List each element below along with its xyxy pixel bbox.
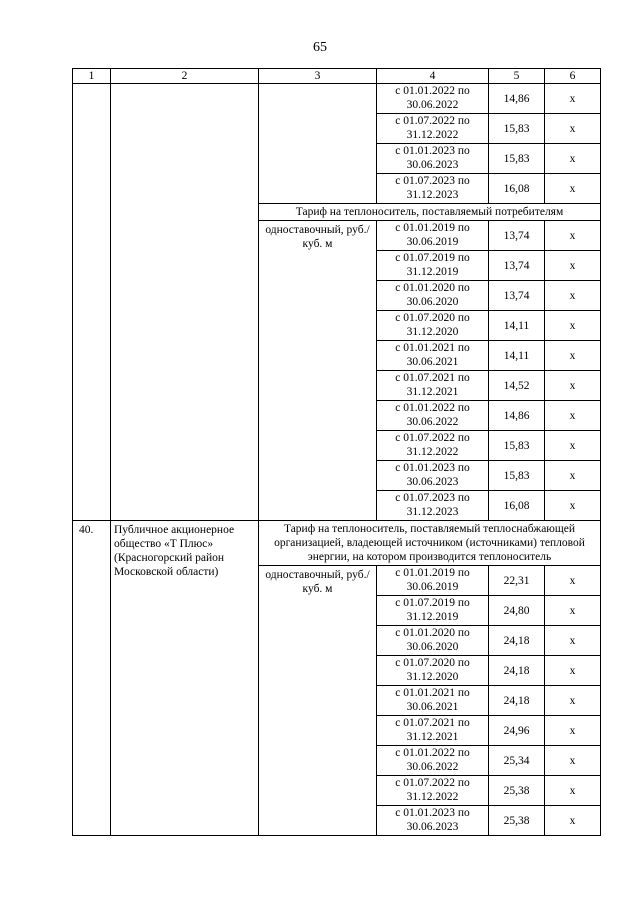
period-to: 30.06.2019 (406, 581, 459, 593)
tariff-value: 16,08 (489, 491, 545, 521)
column6-mark: х (545, 746, 601, 776)
tariff-value: 14,11 (489, 311, 545, 341)
period-to: 31.12.2020 (406, 326, 459, 338)
period-cell (377, 281, 489, 311)
tariff-value: 25,38 (489, 806, 545, 836)
period-from: с 01.01.2022 по (395, 402, 470, 414)
period-to: 30.06.2021 (406, 356, 459, 368)
period-from: с 01.07.2020 по (395, 657, 470, 669)
column6-mark: х (545, 174, 601, 204)
period-cell (377, 114, 489, 144)
column-header: 3 (259, 69, 377, 84)
period-to: 31.12.2022 (406, 791, 459, 803)
period-from: с 01.07.2023 по (395, 492, 470, 504)
section-row (73, 521, 601, 566)
tariff-value: 13,74 (489, 281, 545, 311)
period-from: с 01.07.2019 по (395, 252, 470, 264)
period-cell (377, 221, 489, 251)
period-cell (377, 144, 489, 174)
period-cell (377, 401, 489, 431)
period-cell (377, 311, 489, 341)
entry-number-cell (73, 84, 111, 521)
period-from: с 01.01.2023 по (395, 807, 470, 819)
entry-number: 40. (73, 521, 111, 836)
column6-mark: х (545, 84, 601, 114)
column6-mark: х (545, 221, 601, 251)
column6-mark: х (545, 371, 601, 401)
period-cell (377, 596, 489, 626)
column6-mark: х (545, 281, 601, 311)
period-to: 30.06.2023 (406, 821, 459, 833)
tariff-value: 15,83 (489, 144, 545, 174)
period-from: с 01.07.2021 по (395, 372, 470, 384)
period-to: 30.06.2022 (406, 99, 459, 111)
tariff-value: 14,86 (489, 401, 545, 431)
period-from: с 01.01.2020 по (395, 282, 470, 294)
column6-mark: х (545, 114, 601, 144)
period-cell (377, 461, 489, 491)
column6-mark: х (545, 596, 601, 626)
tariff-value: 24,18 (489, 626, 545, 656)
period-cell (377, 341, 489, 371)
column6-mark: х (545, 341, 601, 371)
period-cell (377, 371, 489, 401)
tariff-value: 16,08 (489, 174, 545, 204)
period-cell (377, 746, 489, 776)
period-cell (377, 806, 489, 836)
period-to: 31.12.2022 (406, 129, 459, 141)
period-cell (377, 686, 489, 716)
tariff-value: 13,74 (489, 221, 545, 251)
period-to: 31.12.2022 (406, 446, 459, 458)
column6-mark: х (545, 776, 601, 806)
column-header: 4 (377, 69, 489, 84)
period-from: с 01.01.2023 по (395, 462, 470, 474)
period-to: 31.12.2019 (406, 266, 459, 278)
tariff-value: 15,83 (489, 461, 545, 491)
organization-cell (111, 84, 259, 521)
tariff-value: 24,80 (489, 596, 545, 626)
column6-mark: х (545, 626, 601, 656)
column-header: 6 (545, 69, 601, 84)
tariff-value: 14,11 (489, 341, 545, 371)
tariff-value: 22,31 (489, 566, 545, 596)
period-cell (377, 491, 489, 521)
tariff-value: 13,74 (489, 251, 545, 281)
period-from: с 01.07.2022 по (395, 115, 470, 127)
period-cell (377, 626, 489, 656)
period-from: с 01.07.2021 по (395, 717, 470, 729)
period-to: 31.12.2019 (406, 611, 459, 623)
period-to: 30.06.2020 (406, 641, 459, 653)
tariff-value: 24,18 (489, 656, 545, 686)
section-title: Тариф на теплоноситель, поставляемый потребителям (259, 204, 601, 221)
column6-mark: х (545, 144, 601, 174)
table-row (73, 84, 601, 114)
header-row (73, 69, 601, 84)
column-header: 2 (111, 69, 259, 84)
period-to: 30.06.2022 (406, 761, 459, 773)
period-cell (377, 566, 489, 596)
period-from: с 01.01.2021 по (395, 342, 470, 354)
period-cell (377, 716, 489, 746)
period-to: 31.12.2023 (406, 506, 459, 518)
tariff-value: 15,83 (489, 114, 545, 144)
period-to: 30.06.2023 (406, 159, 459, 171)
period-to: 30.06.2023 (406, 476, 459, 488)
period-from: с 01.07.2022 по (395, 777, 470, 789)
tariff-value: 14,52 (489, 371, 545, 401)
period-to: 30.06.2020 (406, 296, 459, 308)
period-cell (377, 656, 489, 686)
period-from: с 01.07.2022 по (395, 432, 470, 444)
period-to: 31.12.2021 (406, 731, 459, 743)
period-cell (377, 84, 489, 114)
tariff-table (72, 68, 601, 836)
column6-mark: х (545, 656, 601, 686)
unit-cell: одноставочный, руб./куб. м (259, 566, 377, 836)
tariff-value: 24,18 (489, 686, 545, 716)
page-number: 65 (313, 40, 327, 55)
tariff-value: 14,86 (489, 84, 545, 114)
tariff-value: 25,34 (489, 746, 545, 776)
column6-mark: х (545, 251, 601, 281)
period-to: 31.12.2023 (406, 189, 459, 201)
column6-mark: х (545, 806, 601, 836)
period-from: с 01.07.2019 по (395, 597, 470, 609)
column-header: 5 (489, 69, 545, 84)
period-from: с 01.01.2022 по (395, 85, 470, 97)
period-from: с 01.01.2020 по (395, 627, 470, 639)
column-header: 1 (73, 69, 111, 84)
unit-cell: одноставочный, руб./куб. м (259, 221, 377, 521)
column6-mark: х (545, 716, 601, 746)
tariff-value: 24,96 (489, 716, 545, 746)
period-from: с 01.07.2023 по (395, 175, 470, 187)
organization-name: Публичное акционерное общество «Т Плюс» (Красногорский район Московской области) (111, 521, 259, 836)
column6-mark: х (545, 686, 601, 716)
section-title: Тариф на теплоноситель, поставляемый теплоснабжающей организацией, владеющей источником (источниками) тепловой энергии, на котором производится теплоноситель (259, 521, 601, 566)
column6-mark: х (545, 431, 601, 461)
period-to: 30.06.2019 (406, 236, 459, 248)
period-to: 31.12.2021 (406, 386, 459, 398)
unit-cell (259, 84, 377, 204)
period-from: с 01.01.2022 по (395, 747, 470, 759)
period-from: с 01.01.2019 по (395, 567, 470, 579)
period-cell (377, 431, 489, 461)
tariff-value: 15,83 (489, 431, 545, 461)
column6-mark: х (545, 461, 601, 491)
period-cell (377, 174, 489, 204)
column6-mark: х (545, 566, 601, 596)
column6-mark: х (545, 491, 601, 521)
period-to: 30.06.2021 (406, 701, 459, 713)
period-from: с 01.07.2020 по (395, 312, 470, 324)
tariff-value: 25,38 (489, 776, 545, 806)
column6-mark: х (545, 401, 601, 431)
period-cell (377, 776, 489, 806)
period-from: с 01.01.2023 по (395, 145, 470, 157)
period-to: 30.06.2022 (406, 416, 459, 428)
column6-mark: х (545, 311, 601, 341)
period-from: с 01.01.2019 по (395, 222, 470, 234)
period-to: 31.12.2020 (406, 671, 459, 683)
period-cell (377, 251, 489, 281)
period-from: с 01.01.2021 по (395, 687, 470, 699)
